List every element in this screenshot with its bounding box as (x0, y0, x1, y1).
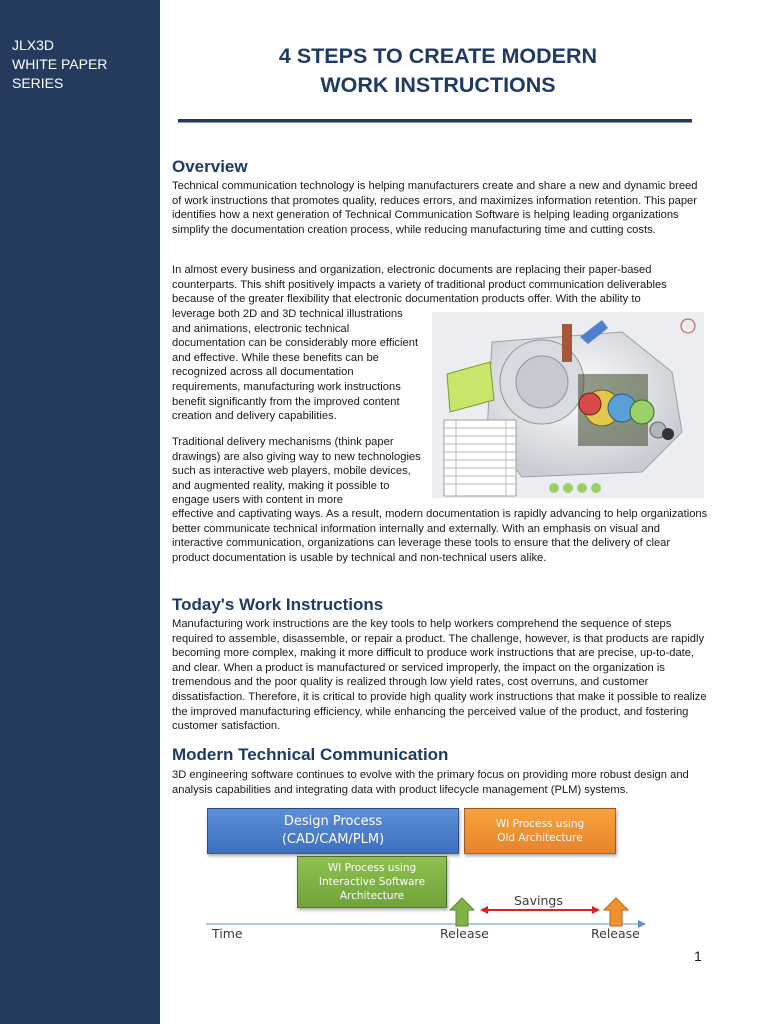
series-line: SERIES (12, 75, 64, 91)
title-line: WORK INSTRUCTIONS (320, 73, 556, 97)
gearbox-svg (432, 312, 704, 498)
process-diagram (200, 804, 660, 944)
old-line: WI Process using (495, 818, 585, 830)
savings-arrowhead-left (480, 906, 488, 914)
time-label: Time (212, 926, 243, 941)
title-divider (178, 119, 692, 123)
overview-paragraph-3a: Traditional delivery mechanisms (think paper drawings) are also giving way to new technologies such as interactive web players, mobile devices, and augmented reality, making it possible to engage users with content in more (172, 436, 421, 507)
page-title (176, 42, 700, 100)
wi-line: Architecture (339, 890, 405, 902)
page-number: 1 (694, 948, 702, 964)
todays-heading: Today's Work Instructions (172, 595, 384, 614)
design-line: Design Process (283, 814, 383, 829)
release-label-2: Release (591, 926, 640, 941)
series-line: WHITE PAPER (12, 56, 108, 72)
savings-label: Savings (514, 893, 563, 908)
modern-heading: Modern Technical Communication (172, 745, 449, 764)
savings-arrowhead-right (592, 906, 600, 914)
overview-paragraph-2b: leverage both 2D and 3D technical illustrations and animations, electronic technical documentation can be considerably more efficient and effective. While these benefits can be recognized across all documentation requirements, manufacturing work instructions benefit significantly from the improved content creation and delivery capabilities. (172, 308, 419, 423)
sidebar (0, 0, 160, 1024)
series-line: JLX3D (12, 37, 55, 53)
diagram-svg (200, 804, 660, 944)
design-line: (CAD/CAM/PLM) (281, 832, 385, 847)
release-arrow-orange (604, 898, 628, 926)
overview-paragraph-3b: effective and captivating ways. As a result, modern documentation is rapidly advancing to help organizations better communicate technical information internally and externally. With an emphasis on visual and interactive communication, organizations can leverage these tools to ensure that the delivery of clear product documentation is usable by technical and non-technical users alike. (172, 508, 708, 564)
series-label (12, 36, 107, 93)
release-arrow-green (450, 898, 474, 926)
release-label-1: Release (440, 926, 489, 941)
overview-paragraph-2a: In almost every business and organization, electronic documents are replacing their paper-based counterparts. This shift positively impacts a variety of traditional product communication deliverables because of the greater flexibility that electronic documentation products offer. With the ability to (172, 264, 667, 306)
modern-paragraph: 3D engineering software continues to evolve with the primary focus on providing more robust design and analysis capabilities and integrating data with product lifecycle management (PLM) systems. (172, 769, 689, 796)
title-line: 4 STEPS TO CREATE MODERN (278, 44, 598, 68)
overview-paragraph-1: Technical communication technology is helping manufacturers create and share a new and dynamic breed of work instructions that promotes quality, reduces errors, and maximizes information retention. This paper identifies how a next generation of Technical Communication Software is helping leading organizations simplify the documentation creation process, while reducing manufacturing time and cutting costs. (172, 180, 698, 236)
gearbox-illustration (432, 312, 704, 498)
wi-line: WI Process using (327, 862, 417, 874)
wi-line: Interactive Software (318, 876, 426, 888)
old-line: Old Architecture (497, 832, 583, 844)
todays-paragraph: Manufacturing work instructions are the key tools to help workers comprehend the sequence of steps required to assemble, disassemble, or repair a product. The challenge, however, is that products are rapidly becoming more complex, making it more difficult to produce work instructions that are precise, up-to-date, and clear. When a product is manufactured or serviced improperly, the impact on the organization is tremendous and the poor quality is realized through low yield rates, cost overruns, and customer dissatisfaction. Therefore, it is critical to provide high quality work instructions that make it possible to realize the improved manufacturing efficiency, while enhancing the perceived value of the product, and fostering customer satisfaction. (172, 618, 707, 733)
overview-heading: Overview (172, 157, 248, 176)
